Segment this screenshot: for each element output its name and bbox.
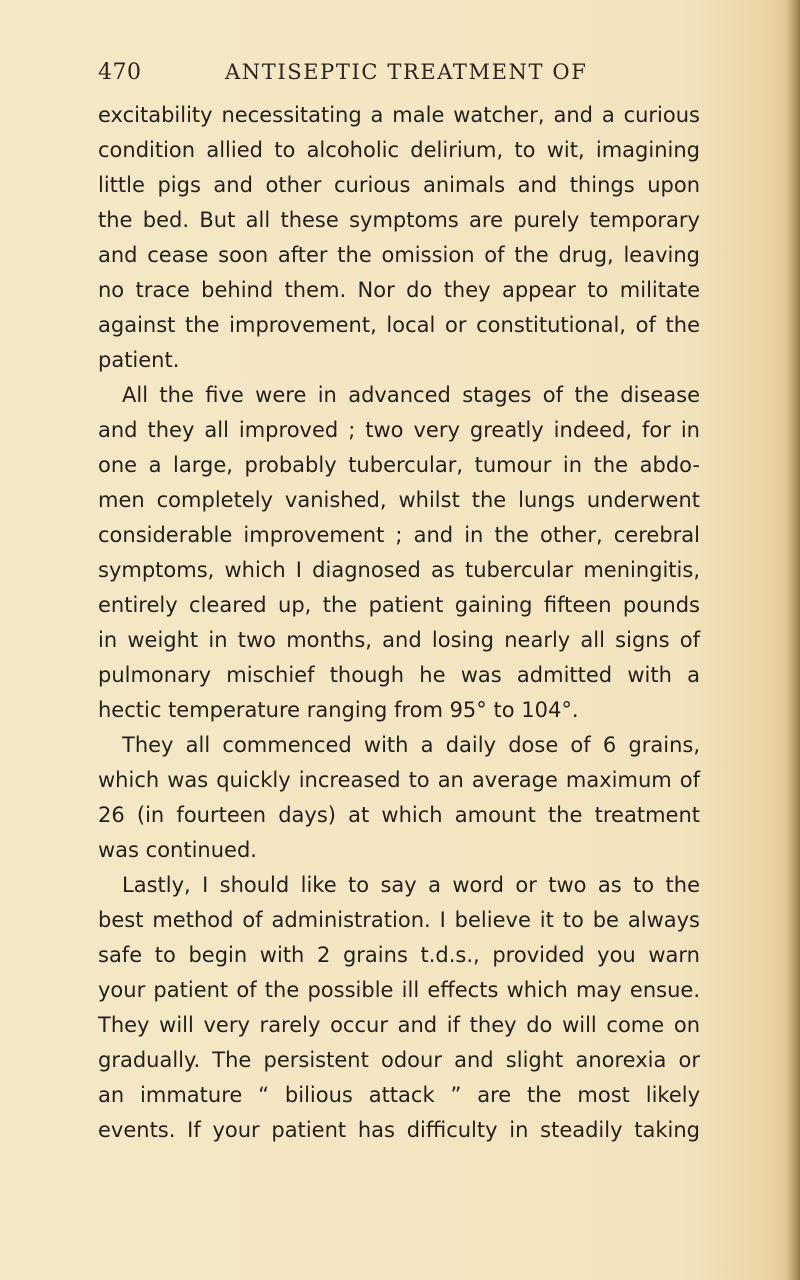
text-line: in weight in two months, and losing nearly all signs of bbox=[98, 628, 700, 652]
text-line: your patient of the possible ill effects which may ensue. bbox=[98, 978, 700, 1002]
text-line: no trace behind them. Nor do they appear to militate bbox=[98, 278, 700, 302]
text-line: the bed. But all these symptoms are purely temporary bbox=[98, 208, 700, 232]
page-number: 470 bbox=[98, 60, 142, 85]
text-line: considerable improvement ; and in the other, cerebral bbox=[98, 523, 700, 547]
text-line: They will very rarely occur and if they do will come on bbox=[98, 1013, 700, 1037]
text-line: hectic temperature ranging from 95° to 104°. bbox=[98, 698, 579, 722]
text-line: entirely cleared up, the patient gaining fifteen pounds bbox=[98, 593, 700, 617]
text-line: against the improvement, local or constitutional, of the bbox=[98, 313, 700, 337]
text-line: 26 (in fourteen days) at which amount the treatment bbox=[98, 803, 700, 827]
text-line: pulmonary mischief though he was admitted with a bbox=[98, 663, 700, 687]
text-line: All the five were in advanced stages of the disease bbox=[122, 383, 700, 407]
text-line: symptoms, which I diagnosed as tubercular meningitis, bbox=[98, 558, 700, 582]
page-edge-shadow bbox=[786, 0, 800, 1280]
text-line: best method of administration. I believe it to be always bbox=[98, 908, 700, 932]
text-line: and they all improved ; two very greatly indeed, for in bbox=[98, 418, 700, 442]
text-line: events. If your patient has difficulty in steadily taking bbox=[98, 1118, 700, 1142]
text-line: They all commenced with a daily dose of 6 grains, bbox=[122, 733, 700, 757]
body-text bbox=[98, 98, 700, 1148]
text-line: safe to begin with 2 grains t.d.s., provided you warn bbox=[98, 943, 700, 967]
running-head bbox=[98, 54, 698, 94]
text-line: Lastly, I should like to say a word or two as to the bbox=[122, 873, 700, 897]
text-line: condition allied to alcoholic delirium, to wit, imagining bbox=[98, 138, 700, 162]
text-line: which was quickly increased to an average maximum of bbox=[98, 768, 700, 792]
running-title: ANTISEPTIC TREATMENT OF bbox=[225, 60, 588, 84]
text-line: one a large, probably tubercular, tumour in the abdo- bbox=[98, 453, 700, 477]
text-line: gradually. The persistent odour and slight anorexia or bbox=[98, 1048, 700, 1072]
text-line: and cease soon after the omission of the drug, leaving bbox=[98, 243, 700, 267]
text-line: excitability necessitating a male watcher, and a curious bbox=[98, 103, 700, 127]
text-line: men completely vanished, whilst the lungs underwent bbox=[98, 488, 700, 512]
text-line: patient. bbox=[98, 348, 180, 372]
text-line: an immature “ bilious attack ” are the most likely bbox=[98, 1083, 700, 1107]
text-line: little pigs and other curious animals and things upon bbox=[98, 173, 700, 197]
text-line: was continued. bbox=[98, 838, 257, 862]
